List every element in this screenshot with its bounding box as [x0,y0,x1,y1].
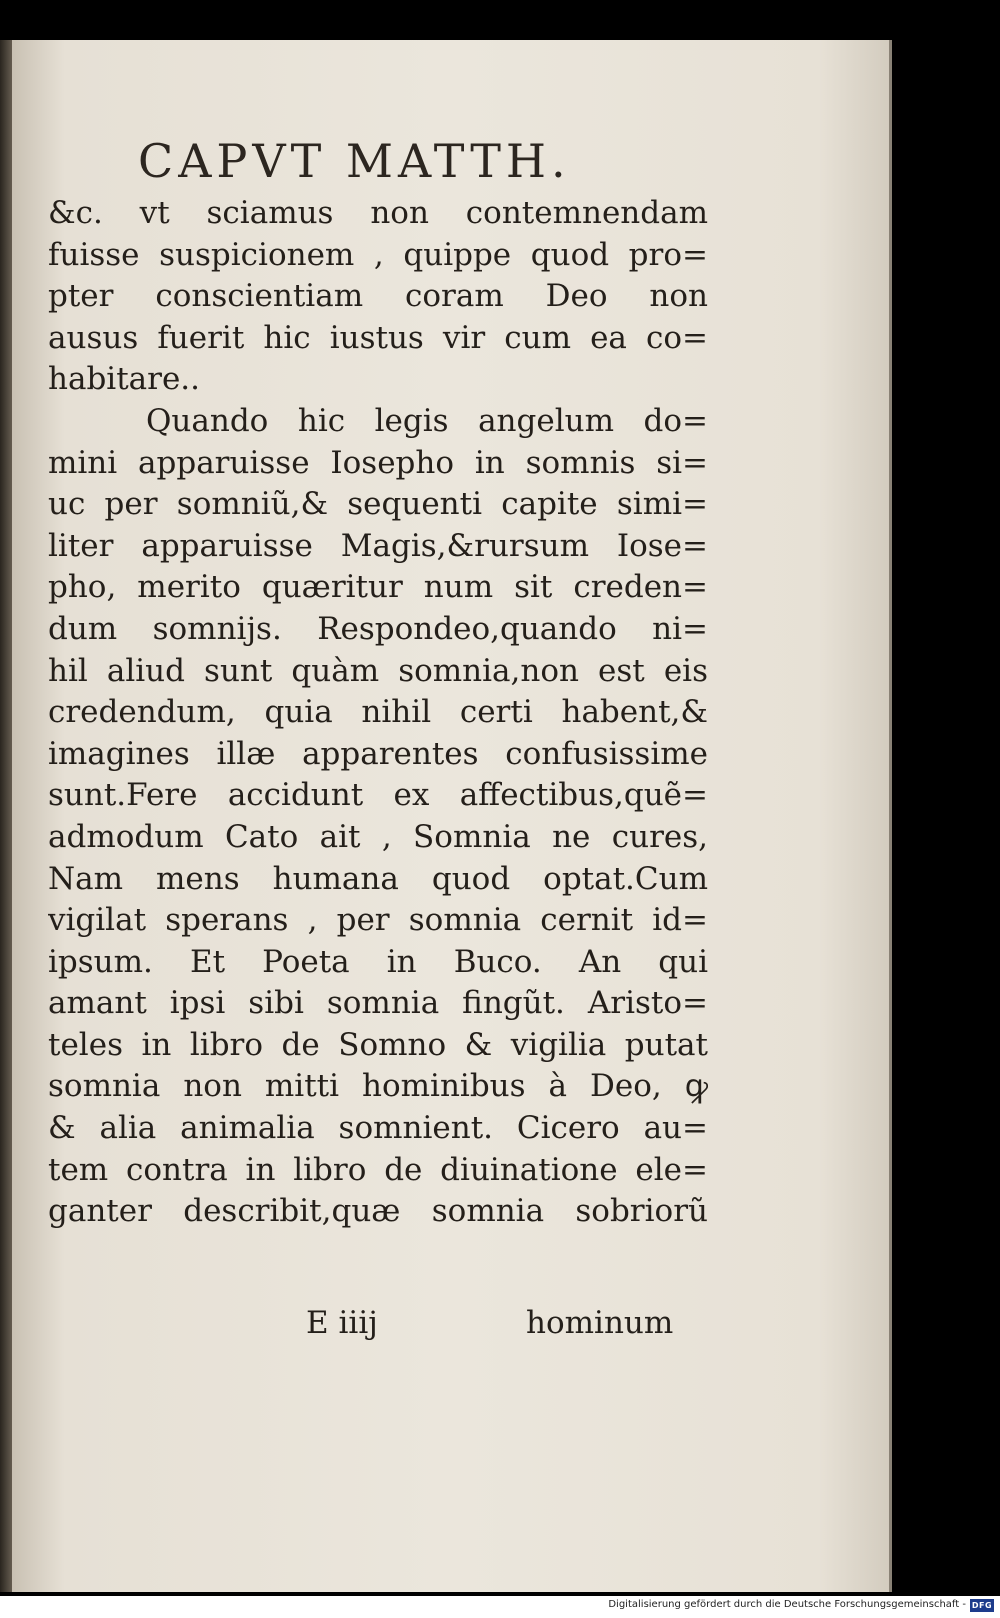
text-line: amant ipsi sibi somnia fingũt. Aristo= [48,985,708,1022]
running-head: CAPVT MATTH. [138,134,571,188]
text-line: hil aliud sunt quàm somnia,non est eis [48,652,708,689]
text-line: sunt.Fere accidunt ex affectibus,quẽ= [48,777,708,814]
text-line: pho, merito quæritur num sit creden= [48,569,708,606]
text-line: tem contra in libro de diuinatione ele= [48,1151,708,1188]
catchword: hominum [526,1305,674,1341]
text-line: fuisse suspicionem , quippe quod pro= [48,236,708,273]
text-line: pter conscientiam coram Deo non [48,278,708,315]
text-line: credendum, quia nihil certi habent,& [48,694,708,731]
signature-line [12,1305,904,1347]
text-line: Nam mens humana quod optat.Cum [48,860,708,897]
text-line: dum somnijs. Respondeo,quando ni= [48,610,708,647]
book-page [12,40,892,1592]
digitization-credit: Digitalisierung gefördert durch die Deutsche Forschungsgemeinschaft - [608,1599,966,1610]
text-line: admodum Cato ait , Somnia ne cures, [48,818,708,855]
text-line: ausus fuerit hic iustus vir cum ea co= [48,319,708,356]
text-line: teles in libro de Somno & vigilia putat [48,1026,708,1063]
text-line: ganter describit,quæ somnia sobriorũ [48,1193,708,1230]
text-line: & alia animalia somnient. Cicero au= [48,1110,708,1147]
text-line: ipsum. Et Poeta in Buco. An qui [48,943,708,980]
text-line: vigilat sperans , per somnia cernit id= [48,902,708,939]
text-line: habitare.. [48,361,201,398]
text-line: uc per somniũ,& sequenti capite simi= [48,486,708,523]
signature-mark: E iiij [306,1305,378,1341]
text-line: &c. vt sciamus non contemnendam [48,195,708,231]
text-line: liter apparuisse Magis,&rursum Iose= [48,527,708,564]
text-line: imagines illæ apparentes confusissime [48,735,708,772]
dfg-logo-icon: DFG [971,1601,993,1610]
text-line: somnia non mitti hominibus à Deo, ꝙ [48,1068,708,1105]
text-line: Quando hic legis angelum do= [146,402,708,439]
footer-bar [0,1596,1000,1618]
text-line: mini apparuisse Iosepho in somnis si= [48,444,708,481]
body-text [48,193,708,1233]
